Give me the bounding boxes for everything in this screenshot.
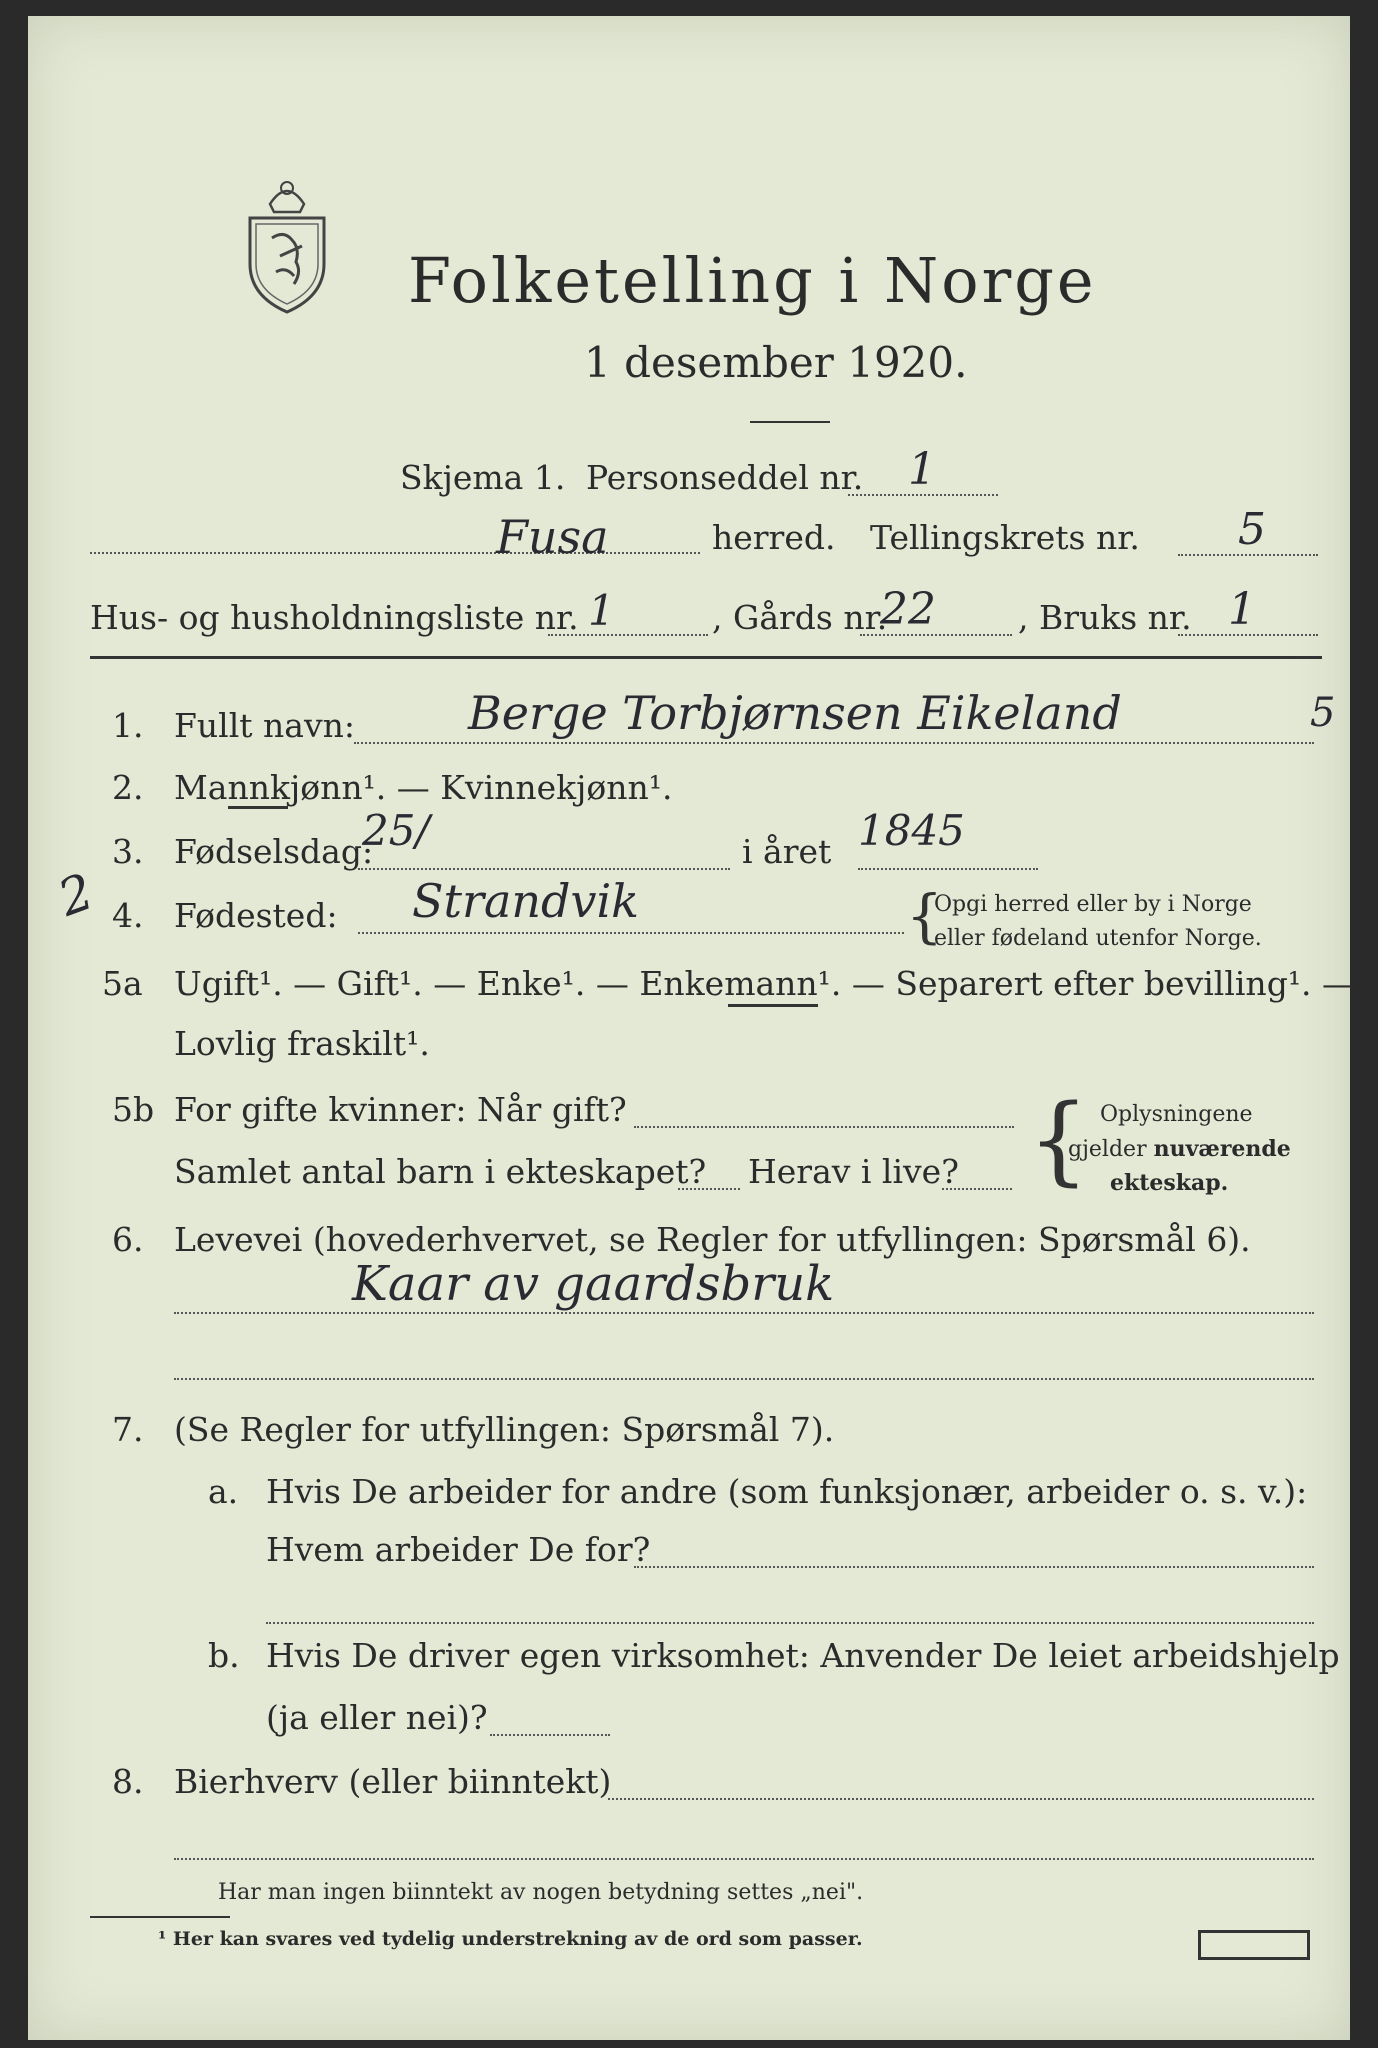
q6-number: 6. <box>112 1220 144 1259</box>
footnote-rule <box>90 1916 230 1918</box>
q7-number: 7. <box>112 1410 144 1449</box>
q7a-employer-line[interactable] <box>634 1566 1314 1568</box>
q7a-employer-label: Hvem arbeider De for? <box>266 1530 651 1569</box>
q5a-divorced[interactable]: Lovlig fraskilt¹. <box>174 1024 430 1063</box>
q5a-underline-mark <box>728 1004 818 1007</box>
q8-line-1[interactable] <box>608 1798 1314 1800</box>
q7a-label: Hvis De arbeider for andre (som funksjonær, arbeider o. s. v.): <box>266 1472 1308 1511</box>
q5b-married-line[interactable] <box>634 1126 1014 1128</box>
q2-gender[interactable]: Mannkjønn¹. — Kvinnekjønn¹. <box>174 768 673 807</box>
tellingskrets-label: Tellingskrets nr. <box>870 518 1140 557</box>
form-title: Folketelling i Norge <box>408 244 1097 317</box>
herred-value[interactable]: Fusa <box>496 510 609 564</box>
q5b-children-label: Samlet antal barn i ekteskapet? <box>174 1152 707 1191</box>
husholdning-line <box>548 634 708 636</box>
q3-label: Fødselsdag: <box>174 832 374 871</box>
q4-note-1: Opgi herred eller by i Norge <box>934 892 1252 917</box>
q7b-label: Hvis De driver egen virksomhet: Anvender De leiet arbeidshjelp <box>266 1636 1340 1675</box>
q5b-label: For gifte kvinner: Når gift? <box>174 1090 627 1129</box>
q8-label: Bierhverv (eller biinntekt) <box>174 1762 612 1801</box>
q3-birth-year[interactable]: 1845 <box>858 806 965 855</box>
q8-number: 8. <box>112 1762 144 1801</box>
q1-margin-mark: 5 <box>1310 690 1336 736</box>
census-form-page <box>28 16 1356 2040</box>
gards-value[interactable]: 22 <box>880 584 936 635</box>
q1-line <box>354 742 1314 744</box>
q3-day-line <box>358 868 730 870</box>
coat-of-arms-icon <box>240 176 334 314</box>
q4-margin-mark: 2 <box>51 862 101 928</box>
gards-label: , Gårds nr. <box>712 598 888 637</box>
q3-number: 3. <box>112 832 144 871</box>
q1-full-name[interactable]: Berge Torbjørnsen Eikeland <box>468 686 1122 740</box>
bruks-label: , Bruks nr. <box>1018 598 1192 637</box>
personseddel-value[interactable]: 1 <box>908 444 936 495</box>
q2-underline-mark <box>228 806 288 809</box>
title-divider <box>750 421 830 423</box>
q7a-number: a. <box>208 1472 239 1511</box>
q1-number: 1. <box>112 706 144 745</box>
q6-occupation[interactable]: Kaar av gaardsbruk <box>352 1256 835 1312</box>
q5b-number: 5b <box>112 1090 155 1129</box>
q5b-note-bold: nuværende <box>1153 1136 1291 1162</box>
q4-brace: { <box>906 882 943 950</box>
q5b-children-line[interactable] <box>678 1188 740 1190</box>
husholdning-value[interactable]: 1 <box>588 586 615 635</box>
bruks-value[interactable]: 1 <box>1228 584 1256 635</box>
q5b-alive-line[interactable] <box>942 1188 1012 1190</box>
q8-line-2[interactable] <box>174 1858 1314 1860</box>
q6-label: Levevei (hovederhvervet, se Regler for utfyllingen: Spørsmål 6). <box>174 1220 1251 1259</box>
footnote: ¹ Her kan svares ved tydelig understrekning av de ord som passer. <box>158 1928 863 1950</box>
q3-birthday[interactable]: 25/ <box>362 806 430 855</box>
q5b-note-2: gjelder nuværende <box>1068 1136 1291 1162</box>
q4-birthplace[interactable]: Strandvik <box>412 874 640 928</box>
printer-stamp <box>1198 1930 1310 1960</box>
q8-note: Har man ingen biinntekt av nogen betydning settes „nei". <box>218 1880 864 1905</box>
q7-label: (Se Regler for utfyllingen: Spørsmål 7). <box>174 1410 835 1449</box>
q3-year-line <box>858 868 1038 870</box>
q5a-marital-status[interactable]: Ugift¹. — Gift¹. — Enke¹. — Enkemann¹. — Separert efter bevilling¹. — <box>174 964 1356 1003</box>
q5b-note-3: ekteskap. <box>1110 1170 1229 1196</box>
q2-number: 2. <box>112 768 144 807</box>
q6-line-2 <box>174 1378 1314 1380</box>
header-separator <box>90 656 1322 659</box>
personseddel-label: Personseddel nr. <box>586 458 864 497</box>
q5b-brace: { <box>1028 1084 1090 1196</box>
herred-label: herred. <box>712 518 836 557</box>
q7a-employer-line-2[interactable] <box>266 1622 1314 1624</box>
husholdning-label: Hus- og husholdningsliste nr. <box>90 598 579 637</box>
q4-note-2: eller fødeland utenfor Norge. <box>934 926 1262 951</box>
q4-label: Fødested: <box>174 896 338 935</box>
q3-year-label: i året <box>742 832 832 871</box>
q5b-note-1: Oplysningene <box>1100 1102 1253 1127</box>
q4-line <box>358 932 904 934</box>
q6-line-1 <box>174 1312 1314 1314</box>
q1-label: Fullt navn: <box>174 706 355 745</box>
q7b-yesno-line[interactable] <box>490 1734 610 1736</box>
q7b-yesno-label: (ja eller nei)? <box>266 1698 488 1737</box>
tellingskrets-value[interactable]: 5 <box>1238 504 1266 555</box>
q4-number: 4. <box>112 896 144 935</box>
skjema-label: Skjema 1. <box>400 458 566 497</box>
q5a-number: 5a <box>102 964 143 1003</box>
q5b-alive-label: Herav i live? <box>748 1152 959 1191</box>
q7b-number: b. <box>208 1636 240 1675</box>
census-date: 1 desember 1920. <box>584 338 968 387</box>
